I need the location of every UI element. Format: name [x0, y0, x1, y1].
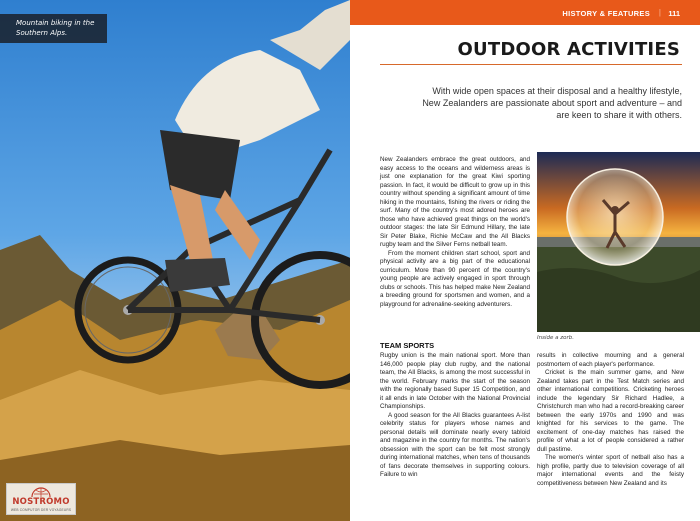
page-number: 111	[668, 9, 680, 18]
zorb-photo	[537, 152, 700, 332]
nostromo-logo	[6, 483, 76, 515]
title-divider	[380, 64, 682, 65]
body-paragraph: results in collective mourning and a general postmortem of each player's performance.	[537, 352, 684, 368]
header-bar	[350, 0, 700, 25]
body-paragraph: Rugby union is the main national sport. More than 146,000 people play club rugby, and the national team, the All Blacks, is among the most successful in the world. February marks the start of the season with the regionally based Super 15 Competition, and it all ends in late October with the National Provincial Championships.	[380, 352, 530, 410]
body-paragraph: A good season for the All Blacks guarantees A-list celebrity status for players whose names and personal details will dominate nearly every tabloid and magazine in the country for months. The nation's obsession with the sport can be felt most strongly during international matches, when tens of thousands of fans decorate themselves in supporting colours. Failure to win	[380, 411, 530, 478]
body-column-top	[380, 156, 530, 309]
page-title: OUTDOOR ACTIVITIES	[457, 39, 680, 60]
zorb-caption: Inside a zorb.	[537, 335, 574, 341]
body-paragraph: The women's winter sport of netball also has a high profile, partly due to television coverage of all major international events and the feisty competitiveness between New Zealand and its	[537, 454, 684, 487]
body-paragraph: New Zealanders embrace the great outdoors, and easy access to the oceans and wilderness areas is just one explanation for the great Kiwi sporting passion. In fact, it would be difficult to grow up in this country without spending a significant amount of time hiking in the mountains, fishing the rivers or riding the surf. Many of the country's most adored heroes are those who have achieved great things on the world's outdoor stages: the late Sir Edmund Hillary, the late Sir Peter Blake, Richie McCaw and the All Blacks rugby team and the Silver Ferns netball team.	[380, 156, 530, 248]
header-separator: |	[658, 8, 661, 17]
photo-caption: Mountain biking in the Southern Alps.	[0, 14, 107, 43]
body-column-right	[537, 352, 684, 488]
intro-text: With wide open spaces at their disposal and a healthy lifestyle, New Zealanders are passionate about sport and adventure – and are keen to share it with others.	[422, 86, 682, 120]
header-section-title: HISTORY & FEATURES	[562, 9, 650, 18]
body-column-left	[380, 352, 530, 480]
body-paragraph: From the moment children start school, sport and physical activity are a big part of the educational curriculum. More than 90 percent of the country's young people are actively engaged in sport through clubs or schools. This has helped make New Zealand a breeding ground for sportsmen and women, and a playground for adrenaline-seeking adventurers.	[380, 249, 530, 308]
logo-subtitle: WEB COMPUTOR DER VOYAGEURS	[10, 508, 72, 512]
body-paragraph: Cricket is the main summer game, and New Zealand takes part in the Test Match series and other international competitions. Cricketing heroes include the legendary Sir Richard Hadlee, a Christchurch man who had a record-breaking career between the early 1970s and 1990 and was knighted for his services to the game. The excitement of one-day matches has raised the profile of what a lot of people considered a rather dull pastime.	[537, 369, 684, 453]
team-sports-heading: TEAM SPORTS	[380, 341, 435, 350]
right-page	[350, 0, 700, 521]
logo-title: NOSTROMO	[12, 497, 70, 507]
